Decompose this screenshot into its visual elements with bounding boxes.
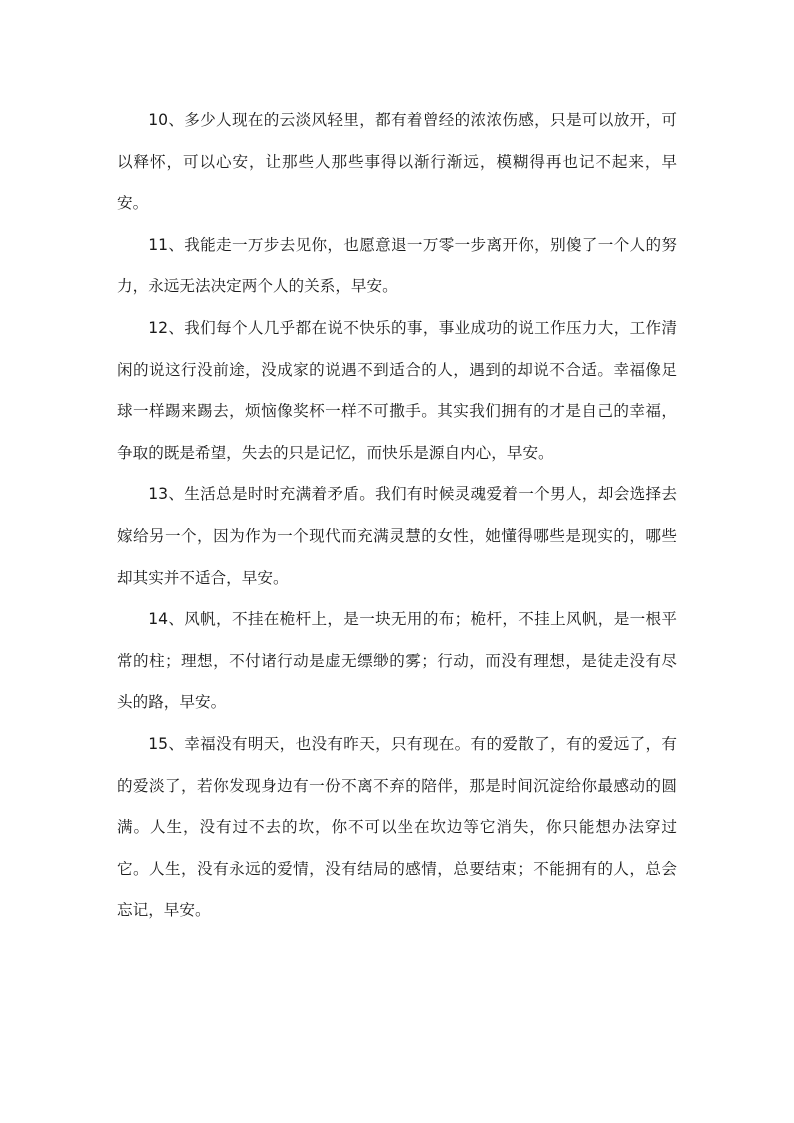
paragraph-14: 14、风帆，不挂在桅杆上，是一块无用的布；桅杆，不挂上风帆，是一根平常的柱；理想，不付诸行动是虚无缥缈的雾；行动，而没有理想，是徒走没有尽头的路，早安。 bbox=[117, 610, 677, 712]
paragraph-11: 11、我能走一万步去见你，也愿意退一万零一步离开你，别傻了一个人的努力，永远无法决定两个人的关系，早安。 bbox=[117, 235, 677, 296]
paragraph-15: 15、幸福没有明天，也没有昨天，只有现在。有的爱散了，有的爱远了，有的爱淡了，若你发现身边有一份不离不弃的陪伴，那是时间沉淀给你最感动的圆满。人生，没有过不去的坎，你不可以坐在坎边等它消失，你只能想办法穿过它。人生，没有永远的爱情，没有结局的感情，总要结束；不能拥有的人，总会忘记，早安。 bbox=[117, 734, 677, 920]
paragraph-13: 13、生活总是时时充满着矛盾。我们有时候灵魂爱着一个男人，却会选择去嫁给另一个，因为作为一个现代而充满灵慧的女性，她懂得哪些是现实的，哪些却其实并不适合，早安。 bbox=[117, 485, 677, 587]
paragraph-12: 12、我们每个人几乎都在说不快乐的事，事业成功的说工作压力大，工作清闲的说这行没前途，没成家的说遇不到适合的人，遇到的却说不合适。幸福像足球一样踢来踢去，烦恼像奖杯一样不可撒手。其实我们拥有的才是自己的幸福，争取的既是希望，失去的只是记忆，而快乐是源自内心，早安。 bbox=[117, 318, 677, 462]
document-body bbox=[117, 100, 677, 932]
paragraph-10: 10、多少人现在的云淡风轻里，都有着曾经的浓浓伤感，只是可以放开，可以释怀，可以心安，让那些人那些事得以渐行渐远，模糊得再也记不起来，早安。 bbox=[117, 111, 677, 213]
